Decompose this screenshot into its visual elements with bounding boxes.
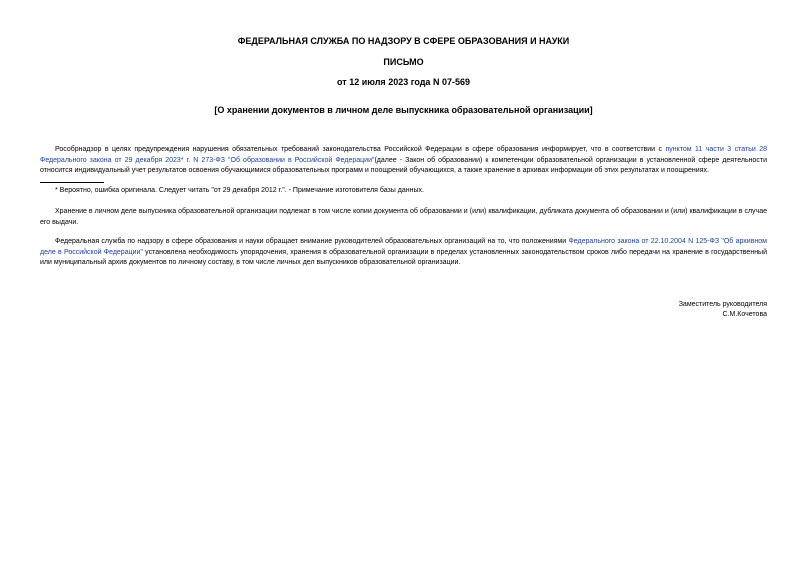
- agency-name: ФЕДЕРАЛЬНАЯ СЛУЖБА ПО НАДЗОРУ В СФЕРЕ ОБРАЗОВАНИЯ И НАУКИ: [237, 36, 570, 46]
- link-education-law[interactable]: Федерального закона от 29 декабря 2023* г. N 273-ФЗ "Об образовании в Российской Федерации": [40, 156, 375, 164]
- paragraph-1: [40, 145, 767, 177]
- link-archive-law[interactable]: Федерального закона от 22.10.2004 N 125-ФЗ "Об архивном деле в Российской Федерации": [40, 238, 767, 256]
- paragraph-2: [40, 207, 767, 228]
- document-type: ПИСЬМО: [383, 57, 424, 67]
- signature-title: Заместитель руководителя: [678, 301, 767, 308]
- document-date-number: от 12 июля 2023 года N 07-569: [337, 77, 470, 87]
- footnote-divider: [40, 182, 104, 183]
- paragraph-3: [40, 237, 767, 269]
- paragraph-3-text-before: Федеральная служба по надзору в сфере образования и науки обращает внимание руководителей образовательных организаций на то, что положениями: [55, 238, 569, 245]
- footnote: * Вероятно, ошибка оригинала. Следует читать "от 29 декабря 2012 г.". - Примечание изготовителя базы данных.: [55, 187, 424, 194]
- paragraph-3-text-after: установлена необходимость упорядочения, хранения в образовательной организации в пределах установленных законодательством сроков либо передачи на хранение в государственный или муниципальный архив документов по личному составу, в том числе личных дел выпускников образовательной организации.: [40, 248, 767, 266]
- link-law-article-28[interactable]: пунктом 11 части 3 статьи 28: [665, 146, 767, 153]
- paragraph-1-text-before: Рособрнадзор в целях предупреждения нарушения обязательных требований законодательства Российской Федерации в сфере образования информирует, что в соответствии с: [55, 146, 666, 153]
- paragraph-1-text-after: (далее - Закон об образовании) к компетенции образовательной организации в установленной сфере деятельности относится индивидуальный учет результатов освоения обучающимися образовательных программ и поощрений обучающихся, а также хранение в архивах информации об этих результатах и поощрениях.: [40, 156, 767, 174]
- paragraph-2-text: Хранение в личном деле выпускника образовательной организации подлежат в том числе копии документа об образовании и (или) квалификации, дубликата документа об образовании и (или) квалификации в случае его выдачи.: [40, 208, 767, 226]
- document-title: [О хранении документов в личном деле выпускника образовательной организации]: [214, 105, 593, 115]
- signature-name: С.М.Кочетова: [722, 311, 767, 318]
